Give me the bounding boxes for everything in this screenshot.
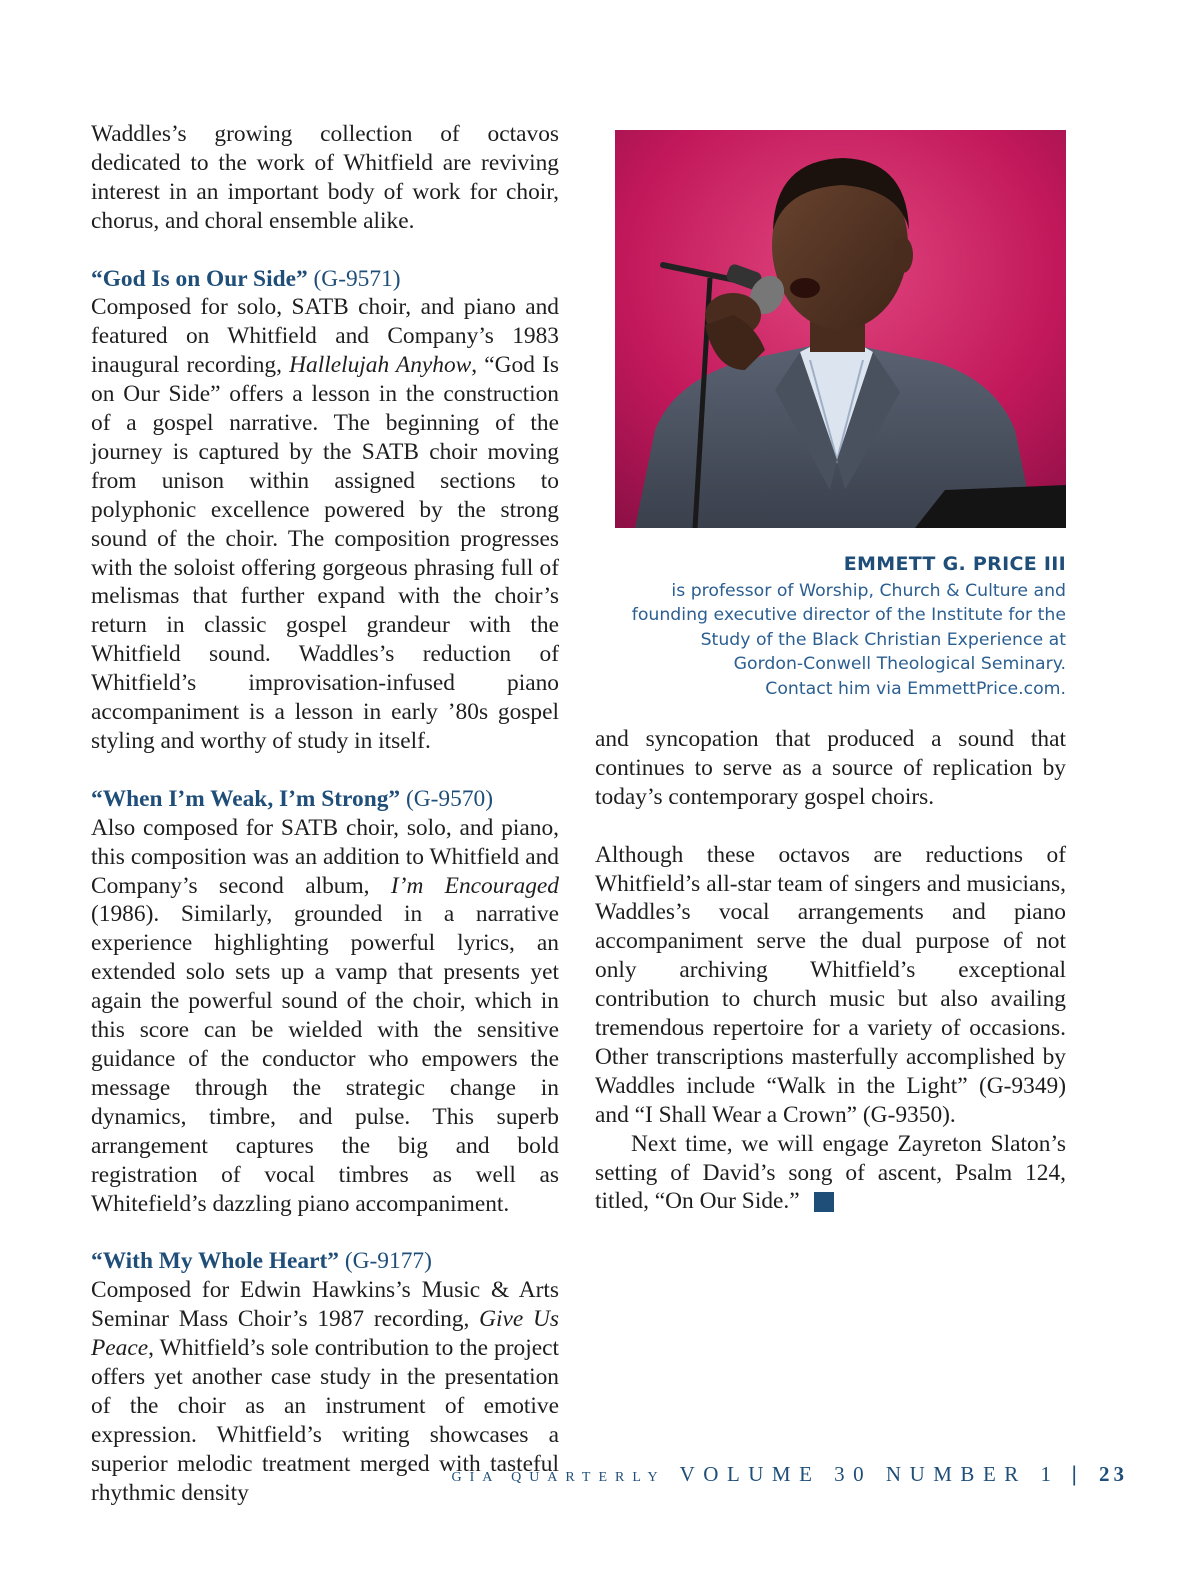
closing-paragraph bbox=[595, 1130, 1066, 1217]
volume-number: VOLUME 30 NUMBER 1 bbox=[679, 1462, 1060, 1486]
octavos-paragraph: Although these octavos are reductions of Whitfield’s all-star team of singers and musicians, Waddles’s vocal arrangements and piano accompaniment serve the dual purpose of not only archiving Whitfield’s exceptional contribution to church music but also availing tremendous repertoire for a variety of occasions. Other transcriptions masterfully accomplished by Waddles include “Walk in the Light” (G-9349) and “I Shall Wear a Crown” (G-9350). bbox=[595, 841, 1066, 1128]
section-title: “When I’m Weak, I’m Strong” bbox=[91, 785, 401, 812]
author-contact: Contact him via EmmettPrice.com. bbox=[765, 679, 1066, 700]
end-of-article-mark-icon bbox=[814, 1192, 834, 1212]
catalog-code: (G-9571) bbox=[313, 265, 401, 292]
bio-line: Study of the Black Christian Experience at bbox=[700, 629, 1066, 650]
album-title: Hallelujah Anyhow bbox=[289, 352, 472, 379]
body-text: (1986). Similarly, grounded in a narrative experience highlighting powerful lyrics, an extended solo sets up a vamp that presents yet again the powerful sound of the choir, which in this score can be wielded with the sensitive guidance of the conductor who empowers the message through the strategic change in dynamics, timbre, and pulse. This superb arrangement captures the big and bold registration of vocal timbres as well as Whitefield’s dazzling piano accompaniment. bbox=[91, 901, 559, 1217]
author-bio bbox=[600, 549, 1066, 702]
author-name: EMMETT G. PRICE III bbox=[843, 553, 1066, 575]
body-text: Also composed for SATB choir, solo, and piano, this composition was an addition to Whitfield and Company’s second album, bbox=[91, 814, 559, 899]
section-heading-with-my-whole-heart bbox=[91, 1247, 559, 1276]
album-title: I’m Encouraged bbox=[390, 872, 559, 899]
intro-paragraph: Waddles’s growing collection of octavos dedicated to the work of Whitfield are reviving interest in an important body of work for choir, chorus, and choral ensemble alike. bbox=[91, 121, 559, 234]
left-column bbox=[91, 120, 559, 1507]
body-text: Composed for Edwin Hawkins’s Music & Arts Seminar Mass Choir’s 1987 recording, bbox=[91, 1277, 559, 1333]
footer-separator: | bbox=[1071, 1463, 1077, 1486]
section-title: “God Is on Our Side” bbox=[91, 265, 308, 292]
bio-line: Gordon-Conwell Theological Seminary. bbox=[733, 653, 1066, 674]
catalog-code: (G-9177) bbox=[344, 1248, 432, 1275]
continuation-paragraph: and syncopation that produced a sound that continues to serve as a source of replication by today’s contemporary gospel choirs. bbox=[595, 726, 1066, 810]
bio-line: is professor of Worship, Church & Culture and bbox=[671, 581, 1066, 601]
author-photo bbox=[615, 130, 1066, 528]
section-body-god-is-on-our-side bbox=[91, 293, 559, 756]
album-title: Give Us Peace bbox=[91, 1306, 559, 1362]
body-text: , Whitfield’s sole contribution to the project offers yet another case study in the presentation of the choir as an instrument of emotive expression. Whitfield’s writing showcases a superior melodic treatment merged with tasteful rhythmic density bbox=[91, 1335, 559, 1506]
publication-name: GIA QUARTERLY bbox=[451, 1470, 666, 1485]
body-text: , “God Is on Our Side” offers a lesson in the construction of a gospel narrative. The beginning of the journey is captured by the SATB choir moving from unison within assigned sections to polyphonic excellence powered by the strong sound of the choir. The composition progresses with the soloist offering gorgeous phrasing full of melismas that further expand with the choir’s return in classic gospel grandeur with the Whitfield sound. Waddles’s reduction of Whitfield’s improvisation-infused piano accompaniment is a lesson in early ’80s gospel styling and worthy of study in itself. bbox=[91, 352, 559, 755]
section-heading-god-is-on-our-side bbox=[91, 265, 559, 294]
closing-text: Next time, we will engage Zayreton Slaton’s setting of David’s song of ascent, Psalm 124, titled, “On Our Side.” bbox=[595, 1130, 1066, 1215]
catalog-code: (G-9570) bbox=[405, 785, 493, 812]
section-title: “With My Whole Heart” bbox=[91, 1248, 339, 1275]
body-text: Composed for solo, SATB choir, and piano and featured on Whitfield and Company’s 1983 inaugural recording, bbox=[91, 294, 559, 379]
bio-line: founding executive director of the Institute for the bbox=[631, 605, 1066, 626]
author-description bbox=[600, 579, 1066, 676]
section-heading-when-im-weak bbox=[91, 785, 559, 814]
right-column bbox=[595, 725, 1066, 1216]
page-footer bbox=[451, 1462, 1128, 1492]
section-body-when-im-weak bbox=[91, 814, 559, 1219]
page-number: 23 bbox=[1099, 1462, 1128, 1486]
